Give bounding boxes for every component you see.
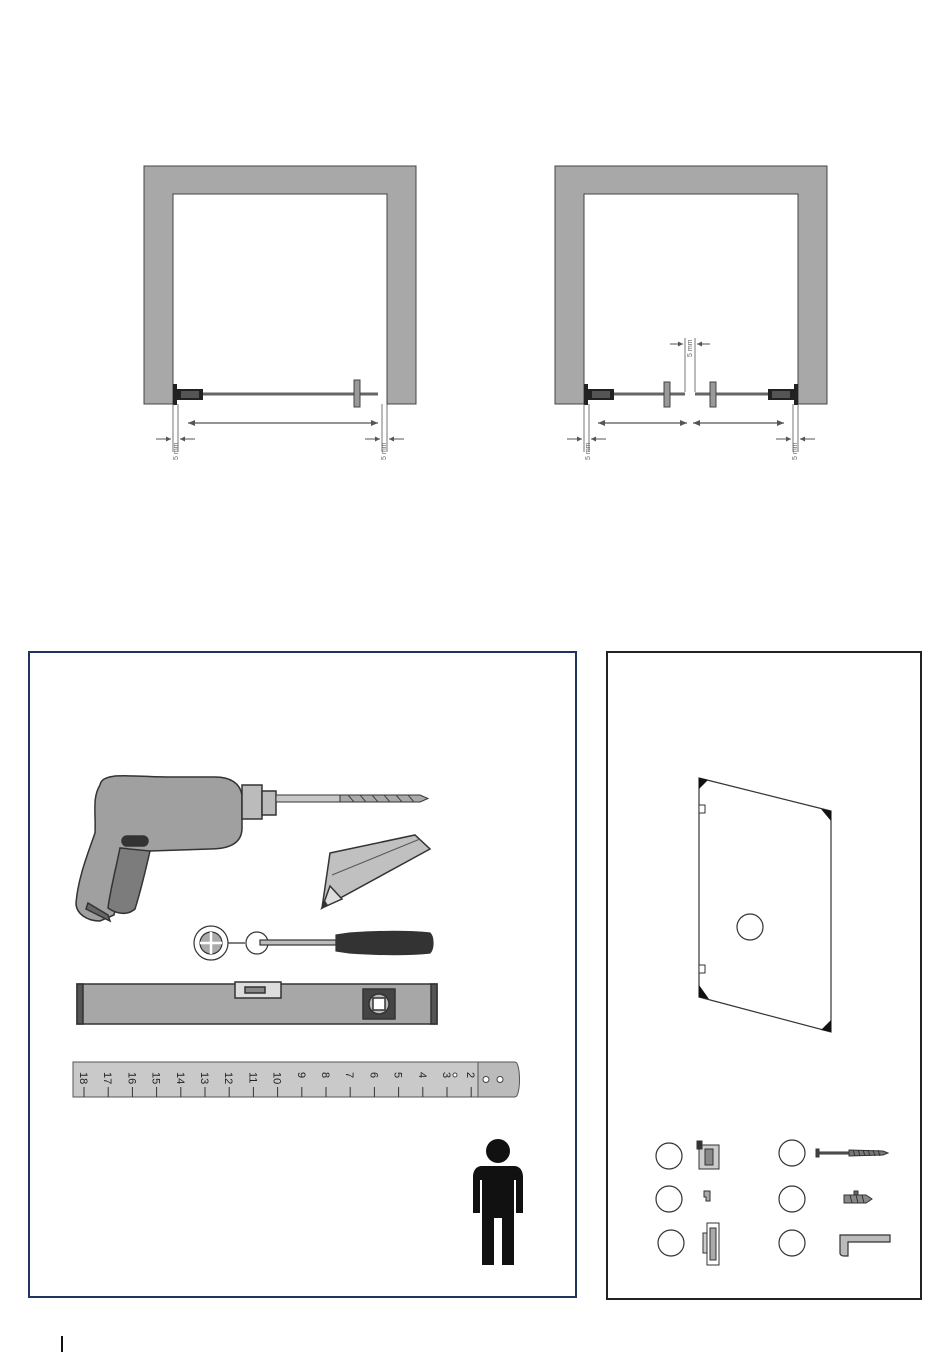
ruler-tick-label: 3	[440, 1072, 452, 1079]
drill-bit-icon	[276, 795, 428, 802]
ruler-tick-label: 12	[222, 1072, 235, 1085]
part-label-circle	[779, 1140, 805, 1166]
part-label-circle	[656, 1143, 682, 1169]
glass-panel-label-circle	[737, 914, 763, 940]
clip-icon	[704, 1191, 710, 1201]
door-handle-left	[664, 382, 670, 407]
wall-profile-left	[173, 384, 177, 405]
tools-panel	[28, 651, 577, 1298]
part-label-circle	[779, 1230, 805, 1256]
ruler-tick-label: 4	[415, 1072, 428, 1079]
ruler-tick-label: 17	[101, 1072, 114, 1085]
hinge-icon	[697, 1141, 719, 1169]
glass-panel-icon	[699, 778, 831, 1032]
gap-label-left: 5 mm	[585, 442, 592, 460]
ruler-tick-label: 2	[464, 1072, 477, 1079]
screwdriver-icon	[194, 926, 433, 960]
tools-illustration	[30, 653, 575, 1296]
door-handle-right	[710, 382, 716, 407]
door-handle	[354, 380, 360, 407]
parts-illustration	[608, 653, 920, 1298]
ruler-tick-label: 10	[270, 1072, 283, 1085]
screw-icon	[816, 1149, 888, 1157]
ruler-tick-label: 14	[173, 1072, 186, 1085]
wall-outline	[555, 166, 827, 404]
single-door-diagram	[130, 160, 430, 470]
ruler-tick-label: 16	[125, 1072, 138, 1085]
handle-icon	[703, 1223, 719, 1265]
ruler-tick-label: 13	[198, 1072, 210, 1085]
allen-key-icon	[840, 1235, 890, 1256]
gap-label-right: 5 mm	[381, 442, 388, 460]
ruler-tick-label: 18	[77, 1072, 89, 1085]
ruler-tick-label: 15	[149, 1072, 162, 1085]
gap-label-center: 5 mm	[687, 339, 694, 357]
folding-ruler-icon	[73, 1062, 520, 1097]
pencil-icon	[322, 835, 430, 908]
ruler-tick-label: 6	[367, 1072, 380, 1079]
double-door-diagram	[540, 160, 840, 470]
page-marker	[61, 1336, 63, 1352]
drill-icon	[76, 776, 276, 921]
wall-outline	[144, 166, 416, 404]
part-label-circle	[656, 1186, 682, 1212]
spirit-level-icon	[77, 982, 437, 1024]
wall-plug-icon	[844, 1191, 872, 1203]
parts-panel	[606, 651, 922, 1300]
ruler-tick-label: 11	[246, 1072, 259, 1084]
part-label-circle	[779, 1186, 805, 1212]
ruler-tick-label: 7	[343, 1072, 356, 1079]
ruler-tick-label: 9	[294, 1072, 307, 1079]
gap-label-right: 5 mm	[792, 442, 799, 460]
gap-label-left: 5 mm	[173, 442, 180, 460]
person-icon	[473, 1139, 523, 1265]
part-label-circle	[658, 1230, 684, 1256]
ruler-tick-label: 5	[391, 1072, 404, 1079]
ruler-tick-label: 8	[319, 1072, 331, 1079]
